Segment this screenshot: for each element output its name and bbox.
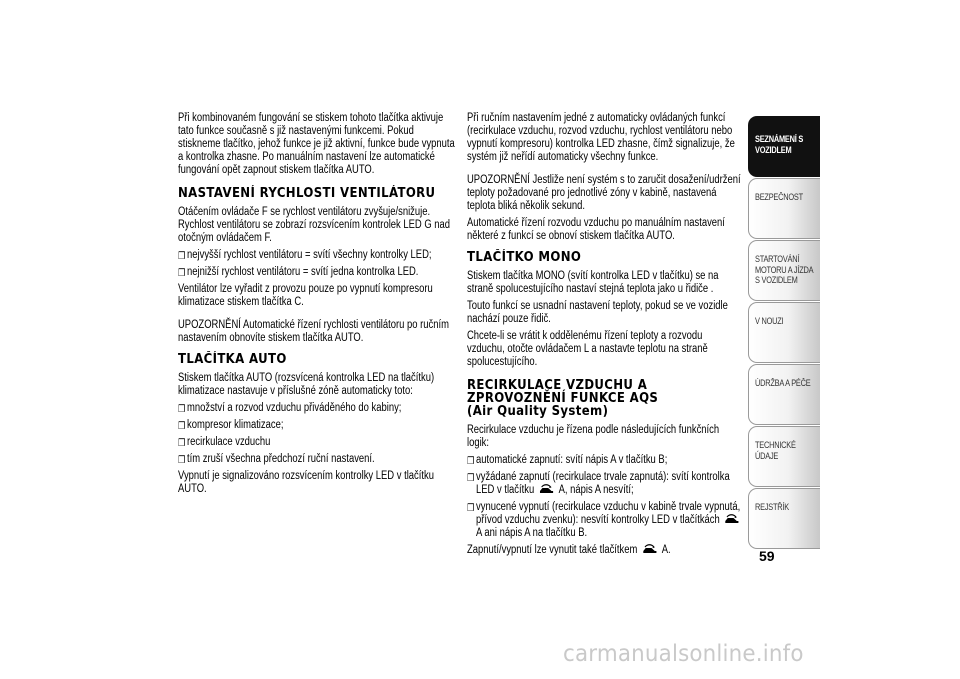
aqs-heading-line: (Air Quality System) — [467, 404, 609, 419]
chapter-tabs — [748, 116, 820, 550]
tab-label: SEZNÁMENÍ S VOZIDLEM — [755, 134, 804, 156]
tab-udrzba-a-pece[interactable] — [748, 364, 820, 425]
right-column — [467, 112, 743, 561]
tab-label: REJSTŘÍK — [755, 502, 789, 513]
warning-paragraph: UPOZORNĚNÍ Jestliže není systém s to zaručit dosažení/udržení teploty požadované pro jednotlivé zóny v kabině, nastavená teplota bliká několik sekund. — [467, 174, 741, 212]
fan-bullet-min — [178, 266, 457, 279]
bullet-box-icon: ❒ — [178, 438, 186, 449]
aqs-p2-text: Zapnutí/vypnutí lze vynutit také tlačítkem — [467, 544, 638, 556]
left-column — [178, 112, 457, 500]
tab-label: BEZPEČNOST — [755, 192, 803, 203]
bullet-box-icon: ❒ — [178, 251, 186, 262]
fan-bullet-text: nejnižší rychlost ventilátoru = svítí jedna kontrolka LED. — [187, 266, 419, 278]
bullet-box-icon: ❒ — [178, 421, 186, 432]
bullet-box-icon: ❒ — [178, 404, 186, 415]
mono-paragraph: Touto funkcí se usnadní nastavení teploty, pokud se ve vozidle nachází pouze řidič. — [467, 300, 728, 325]
recirculation-car-icon — [725, 514, 740, 524]
intro-paragraph: Při kombinovaném fungování se stiskem tohoto tlačítka aktivuje tato funkce současně s již nastavenými funkcemi. Pokud stiskneme tlačítko, jehož funkce je již aktivní, funkce bude vypnuta a kontrolka zhasne. Po manuálním nastavení lze automatické fungování opět zapnout stiskem tlačítka AUTO. — [178, 112, 455, 176]
mono-paragraph: Stiskem tlačítka MONO (svítí kontrolka LED v tlačítku) se na straně spolucestujícího nastaví stejná teplota jako u řidiče . — [467, 270, 719, 295]
aqs-bullet — [467, 454, 743, 467]
page-number: 59 — [759, 548, 775, 564]
bullet-box-icon: ❒ — [467, 456, 475, 467]
aqs-bullet-text: automatické zapnutí: svítí nápis A v tlačítku B; — [476, 454, 668, 466]
tab-technicke-udaje[interactable] — [748, 426, 820, 487]
auto-paragraph: Stiskem tlačítka AUTO (rozsvícená kontrolka LED na tlačítku) klimatizace nastavuje v příslušné zóně automaticky toto: — [178, 372, 435, 397]
watermark: carmanualsonline.info — [563, 641, 804, 667]
tab-label: TECHNICKÉ ÚDAJE — [755, 440, 796, 462]
bullet-box-icon: ❒ — [467, 473, 475, 484]
aqs-bullet — [467, 471, 743, 497]
aqs-heading-line: ZPROVOZNĚNÍ FUNKCE AQS — [467, 391, 659, 406]
mono-paragraph: Chcete-li se vrátit k oddělenému řízení teploty a rozvodu vzduchu, otočte ovládačem L a nastavte teplotu na straně spolucestujícího. — [467, 330, 708, 368]
tab-label: ÚDRŽBA A PÉČE — [755, 378, 811, 389]
fan-speed-heading: NASTAVENÍ RYCHLOSTI VENTILÁTORU — [178, 186, 436, 201]
auto-bullet-text: množství a rozvod vzduchu přiváděného do kabiny; — [187, 402, 402, 414]
tab-label: STARTOVÁNÍ MOTORU A JÍZDA S VOZIDLEM — [755, 254, 813, 286]
aqs-bullet-text: A ani nápis A na tlačítku B. — [476, 527, 588, 539]
fan-bullet-text: nejvyšší rychlost ventilátoru = svítí všechny kontrolky LED; — [187, 249, 432, 261]
aqs-p2-text: A. — [661, 544, 671, 556]
fan-paragraph-2: Ventilátor lze vyřadit z provozu pouze po vypnutí kompresoru klimatizace stiskem tlačítka C. — [178, 283, 433, 308]
auto-bullet — [178, 453, 457, 466]
aqs-bullet-text: vynucené vypnutí (recirkulace vzduchu v kabině trvale vypnutá, přívod vzduchu zvenku): nesvítí kontrolky LED v tlačítkách — [476, 501, 741, 526]
recirculation-car-icon — [642, 544, 657, 554]
auto-bullet-text: kompresor klimatizace; — [187, 419, 284, 431]
recirculation-car-icon — [539, 484, 554, 494]
aqs-bullet-text: vyžádané zapnutí (recirkulace trvale zapnutá): svítí kontrolka LED v tlačítku — [476, 471, 730, 496]
tab-seznameni-s-vozidlem[interactable] — [748, 116, 820, 177]
aqs-heading-line: RECIRKULACE VZDUCHU A — [467, 378, 648, 393]
auto-restore-paragraph: Automatické řízení rozvodu vzduchu po manuálním nastavení některé z funkcí se obnoví stiskem tlačítka AUTO. — [467, 217, 725, 242]
mono-heading: TLAČÍTKO MONO — [467, 250, 582, 265]
auto-bullet — [178, 419, 457, 432]
aqs-heading — [467, 379, 770, 418]
manual-paragraph: Při ručním nastavením jedné z automaticky ovládaných funkcí (recirkulace vzduchu, rozvod vzduchu, rychlost ventilátoru nebo vypnutí kompresoru) kontrolka LED zhasne, čímž signalizuje, že systém již neřídí automaticky všechny funkce. — [467, 112, 735, 163]
bullet-box-icon: ❒ — [178, 455, 186, 466]
auto-bullet — [178, 436, 457, 449]
auto-bullet-text: recirkulace vzduchu — [187, 436, 271, 448]
aqs-bullet — [467, 501, 743, 540]
bullet-box-icon: ❒ — [178, 268, 186, 279]
tab-label: V NOUZI — [755, 316, 784, 327]
aqs-paragraph-2 — [467, 544, 743, 557]
fan-warning: UPOZORNĚNÍ Automatické řízení rychlosti ventilátoru po ručním nastavením obnovíte stiskem tlačítka AUTO. — [178, 319, 449, 344]
auto-paragraph-2: Vypnutí je signalizováno rozsvícením kontrolky LED v tlačítku AUTO. — [178, 470, 434, 495]
auto-bullet-text: tím zruší všechna předchozí ruční nastavení. — [187, 453, 375, 465]
aqs-paragraph: Recirkulace vzduchu je řízena podle následujících funkčních logik: — [467, 424, 720, 449]
bullet-box-icon: ❒ — [467, 503, 475, 514]
fan-paragraph: Otáčením ovládače F se rychlost ventilátoru zvyšuje/snižuje. Rychlost ventilátoru se zobrazí rozsvícením kontrolek LED G nad otočným ovládačem F. — [178, 206, 451, 244]
tab-startovani[interactable] — [748, 240, 820, 301]
fan-bullet-max — [178, 249, 457, 262]
aqs-bullet-text: A, nápis A nesvítí; — [558, 484, 634, 496]
auto-bullet — [178, 402, 457, 415]
auto-heading: TLAČÍTKA AUTO — [178, 352, 287, 367]
tab-rejstrik[interactable] — [748, 488, 820, 549]
tab-v-nouzi[interactable] — [748, 302, 820, 363]
tab-bezpecnost[interactable] — [748, 178, 820, 239]
